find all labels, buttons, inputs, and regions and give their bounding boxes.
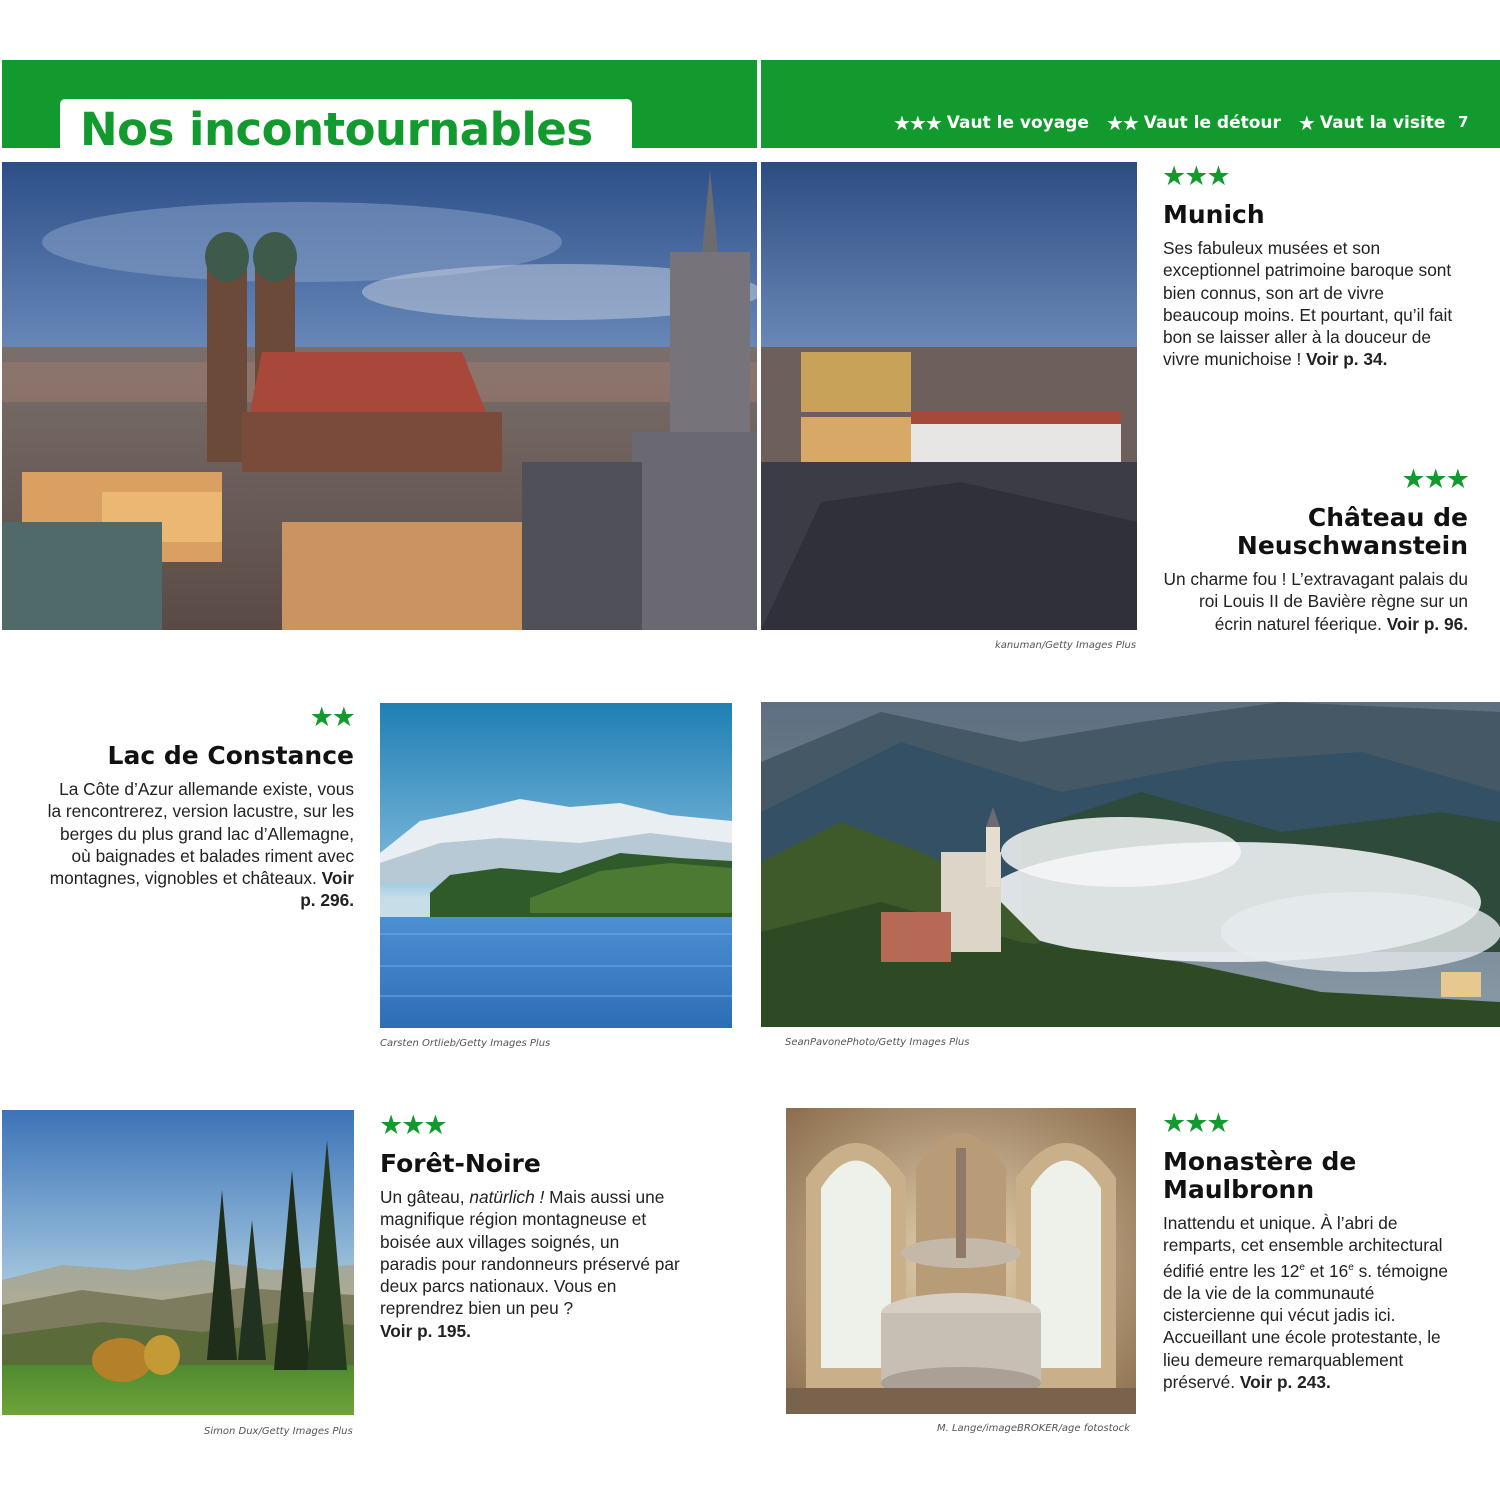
maulbronn-description xyxy=(1163,1212,1463,1393)
photo-credit-maulbronn: M. Lange/imageBROKER/age fotostock xyxy=(937,1423,1130,1434)
photo-credit-foret: Simon Dux/Getty Images Plus xyxy=(204,1426,353,1437)
legend-label-voyage: Vaut le voyage xyxy=(946,113,1089,133)
maulbronn-stars: ★★★ xyxy=(1162,1108,1229,1139)
foret-noire-page-ref: Voir p. 195. xyxy=(380,1320,471,1341)
foret-noire-stars: ★★★ xyxy=(379,1110,446,1141)
munich-description xyxy=(1163,237,1463,371)
constance-stars: ★★ xyxy=(309,702,354,733)
legend-label-detour: Vaut le détour xyxy=(1143,113,1281,133)
maulbronn-text-a: Inattendu et unique. À l’abri de remparts, cet ensemble architectural édifié entre les 12 xyxy=(1163,1213,1443,1281)
foret-noire-text-a: Un gâteau, xyxy=(380,1187,470,1207)
title-tab xyxy=(60,99,632,148)
munich-text: Ses fabuleux musées et son exceptionnel patrimoine baroque sont bien connus, son art de vivre beaucoup moins. Et pourtant, qu’il fait bon se laisser aller à la douceur de vivre munichoise ! xyxy=(1163,238,1453,370)
neuschwanstein-page-ref: Voir p. 96. xyxy=(1386,613,1468,634)
constance-photo xyxy=(380,703,732,1028)
constance-page-ref: Voir p. 296. xyxy=(300,868,354,911)
neuschwanstein-heading: Château de Neuschwanstein xyxy=(1236,503,1468,560)
star-icon-2: ★★ xyxy=(1105,111,1138,135)
neuschwanstein-stars: ★★★ xyxy=(1401,464,1468,495)
star-icon-1: ★ xyxy=(1297,111,1314,135)
maulbronn-photo xyxy=(786,1108,1136,1414)
munich-photo-left xyxy=(2,162,757,630)
neuschwanstein-text: Un charme fou ! L’extravagant palais du roi Louis II de Bavière règne sur un écrin naturel féerique. xyxy=(1163,569,1468,634)
munich-photo-right xyxy=(761,162,1137,630)
munich-page-ref: Voir p. 34. xyxy=(1306,349,1388,370)
foret-noire-heading: Forêt-Noire xyxy=(380,1149,541,1178)
maulbronn-page-ref: Voir p. 243. xyxy=(1239,1371,1331,1392)
constance-heading: Lac de Constance xyxy=(107,741,354,770)
constance-text: La Côte d’Azur allemande existe, vous la rencontrerez, version lacustre, sur les berges du plus grand lac d’Allemagne, où baignades et balades riment avec montagnes, vignobles et châteaux. xyxy=(47,779,354,889)
legend-label-visite: Vaut la visite xyxy=(1319,113,1446,133)
foret-noire-photo xyxy=(2,1110,354,1415)
foret-noire-description xyxy=(380,1186,680,1342)
foret-noire-text-b: Mais aussi une magnifique région montagneuse et boisée aux villages soignés, un paradis pour randonneurs préservé par deux parcs nationaux. Vous en reprendrez bien un peu ? xyxy=(380,1187,680,1319)
maulbronn-sup-1: e xyxy=(1299,1261,1305,1273)
star-icon-3: ★★★ xyxy=(893,111,941,135)
foret-noire-text-em: natürlich ! xyxy=(469,1187,545,1207)
photo-credit-neuschwanstein: SeanPavonePhoto/Getty Images Plus xyxy=(785,1037,970,1048)
maulbronn-text-c: s. témoigne de la vie de la communauté cistercienne qui vécut jadis ici. Accueillant une école protestante, le lieu demeure remarquablement préservé. xyxy=(1163,1260,1448,1392)
photo-credit-munich: kanuman/Getty Images Plus xyxy=(995,640,1137,651)
page-number: 7 xyxy=(1458,113,1469,131)
neuschwanstein-photo xyxy=(761,702,1500,1027)
maulbronn-text-b: et 16 xyxy=(1304,1260,1349,1281)
photo-credit-constance: Carsten Ortlieb/Getty Images Plus xyxy=(380,1038,551,1049)
star-legend xyxy=(893,108,1469,138)
constance-description xyxy=(44,778,354,912)
page-title: Nos incontournables xyxy=(80,103,593,148)
munich-stars: ★★★ xyxy=(1162,161,1229,192)
maulbronn-sup-2: e xyxy=(1348,1261,1354,1273)
neuschwanstein-description xyxy=(1160,568,1468,635)
maulbronn-heading: Monastère de Maulbronn xyxy=(1163,1147,1357,1204)
munich-heading: Munich xyxy=(1163,200,1265,229)
